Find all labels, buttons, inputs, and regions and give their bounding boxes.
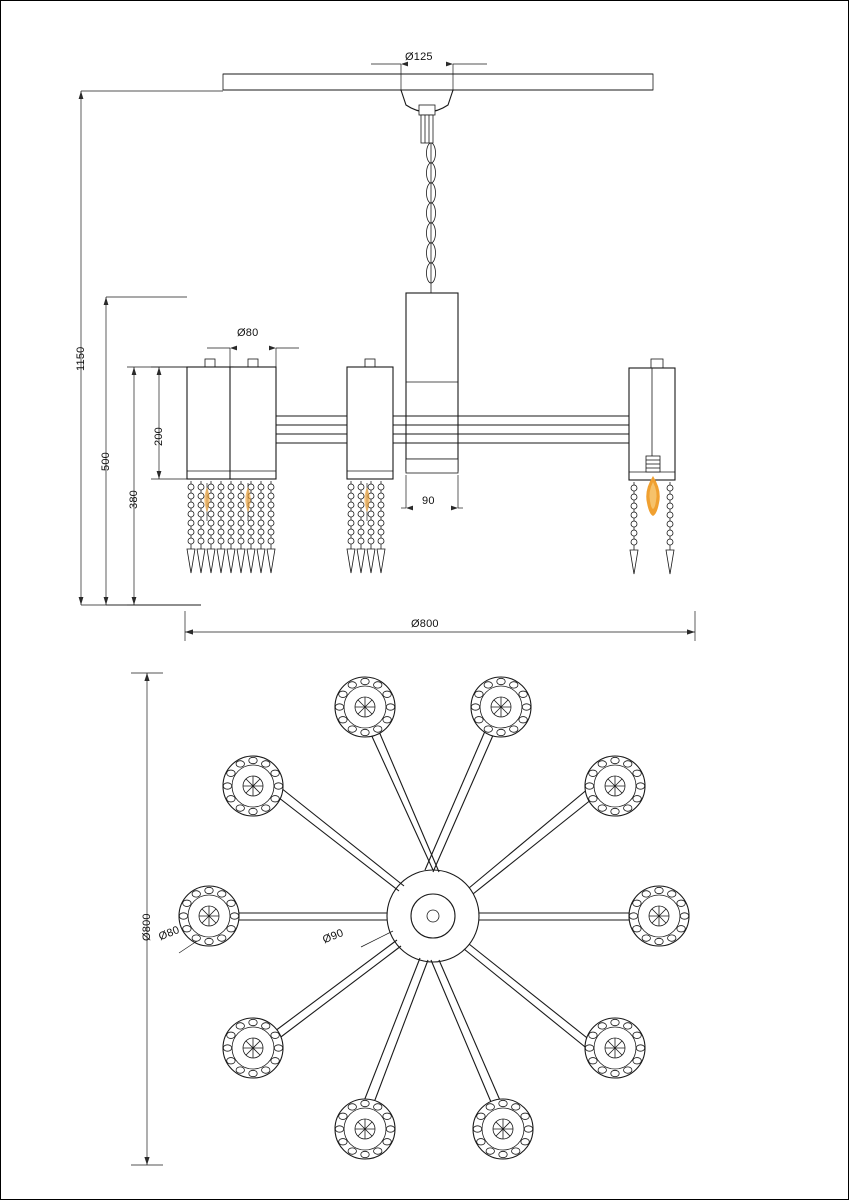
ceiling-band (223, 74, 653, 90)
dim-label-plan-shade-diameter: Ø80 (157, 923, 182, 944)
dim-label-overall-height: 1150 (75, 346, 87, 371)
canopy (401, 90, 453, 143)
dim-200 (151, 367, 187, 479)
dim-label-drop-500: 500 (100, 452, 112, 471)
shade-left-2 (230, 359, 276, 479)
suspension-chain (427, 143, 436, 293)
shade-left-3 (347, 359, 393, 479)
dim-label-front-diameter: Ø800 (411, 618, 439, 630)
plan-view (131, 673, 689, 1165)
dim-label-canopy-diameter: Ø125 (405, 51, 433, 63)
drawing-geometry (1, 1, 849, 1200)
dim-label-body-width: 90 (422, 495, 435, 507)
dim-canopy-diameter (371, 62, 487, 91)
shade-right-section (629, 359, 675, 516)
central-body (406, 293, 458, 473)
dim-label-shade-diameter: Ø80 (237, 327, 259, 339)
dim-label-crystal-drop: 380 (128, 490, 140, 509)
dim-front-diameter (185, 611, 695, 641)
shade-left-1 (187, 359, 233, 479)
dim-500 (104, 297, 201, 605)
dim-label-shade-height: 200 (153, 427, 165, 446)
dim-label-plan-diameter: Ø800 (141, 913, 153, 941)
dim-label-plan-hub-diameter: Ø90 (321, 926, 346, 947)
